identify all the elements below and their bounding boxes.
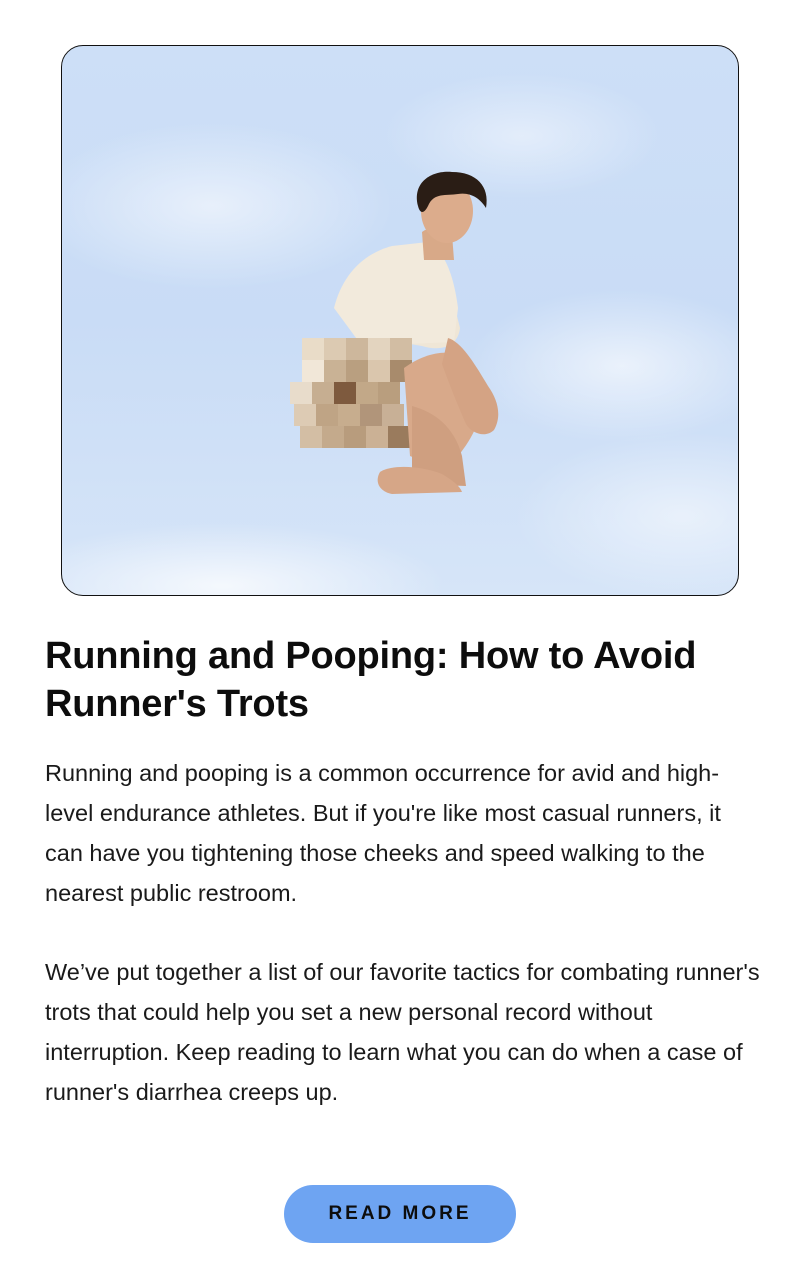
hero-image[interactable] bbox=[61, 45, 739, 596]
article-paragraph-1: Running and pooping is a common occurrence for avid and high-level endurance athletes. But if you're like most casual runners, it can have you tightening those cheeks and speed walking to the nearest public restroom. bbox=[45, 760, 721, 906]
article-title: Running and Pooping: How to Avoid Runner's Trots bbox=[45, 635, 697, 725]
pixelated-shorts bbox=[290, 338, 412, 448]
article-paragraph-2: We’ve put together a list of our favorite tactics for combating runner's trots that could help you set a new personal record without interruption. Keep reading to learn what you can do when a case of runner's diarrhea creeps up. bbox=[45, 959, 760, 1105]
read-more-button[interactable]: READ MORE bbox=[284, 1185, 516, 1243]
squatting-runner-illustration bbox=[62, 46, 738, 595]
